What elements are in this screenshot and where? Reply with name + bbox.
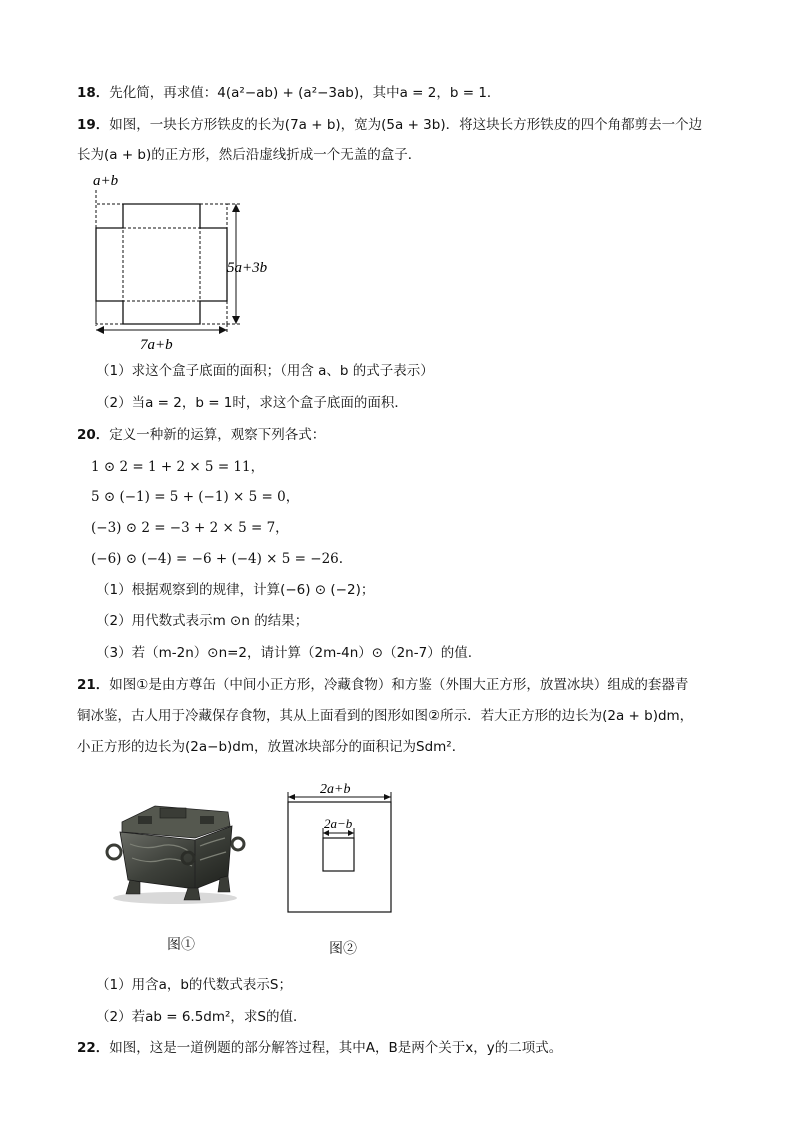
fold-lines [123,228,200,301]
question-text: 如图，一块长方形铁皮的长为(7a + b)，宽为(5a + 3b)．将这块长方形铁皮的四个角都剪去一个边 [109,117,703,133]
question-text: 定义一种新的运算，观察下列各式： [109,427,326,443]
question-text: 如图①是由方尊缶（中间小正方形，冷藏食物）和方鉴（外围大正方形，放置冰块）组成的套器青 [109,677,689,693]
question-21-sub-2: （2）若ab = 6.5dm²，求S的值． [96,1009,307,1025]
question-20-sub-3: （3）若（m-2n）⊙n=2，请计算（2m-4n）⊙（2n-7）的值. [96,645,472,661]
outer-side-label: 2a+b [320,782,351,797]
question-19-line-1 [77,115,702,135]
top-view-square-diagram [282,778,397,918]
question-20-sub-1: （1）根据观察到的规律，计算(−6) ⊙ (−2)； [96,582,375,598]
inner-square [323,838,354,871]
question-number: 22． [77,1040,110,1056]
example-equation-2: 5 ⊙ (−1) = 5 + (−1) × 5 = 0， [91,489,300,505]
question-text: 如图，这是一道例题的部分解答过程，其中A，B是两个关于x，y的二项式。 [109,1040,563,1056]
inner-side-label: 2a−b [324,816,353,831]
question-number: 19． [77,117,110,133]
example-equation-4: (−6) ⊙ (−4) = −6 + (−4) × 5 = −26. [91,551,344,567]
example-equation-1: 1 ⊙ 2 = 1 + 2 × 5 = 11， [91,459,265,475]
question-19-sub-1: （1）求这个盒子底面的面积；（用含 a、b 的式子表示） [96,363,434,379]
question-21-line-2: 铜冰鉴，古人用于冷藏保存食物，其从上面看到的图形如图②所示．若大正方形的边长为(2a + b)dm， [77,708,694,724]
question-22 [77,1038,562,1058]
question-text: 先化简，再求值：4(a²−ab) + (a²−3ab)，其中a = 2，b = 1． [109,85,501,101]
box-net-diagram [88,168,288,353]
question-18 [77,83,500,103]
height-label: 5a+3b [227,260,268,276]
question-number: 21． [77,677,110,693]
question-20 [77,425,325,445]
figure-1-caption: 图① [167,938,195,953]
question-21-sub-1: （1）用含a，b的代数式表示S； [96,977,293,993]
width-label: 7a+b [140,337,173,353]
bronze-ice-box-photo [100,794,250,906]
figure-2-caption: 图② [329,942,357,957]
question-number: 20． [77,427,110,443]
question-19-sub-2: （2）当a = 2，b = 1时，求这个盒子底面的面积． [96,395,408,411]
question-20-sub-2: （2）用代数式表示m ⊙n 的结果； [96,613,309,629]
question-21-line-1 [77,675,688,695]
question-21-line-3: 小正方形的边长为(2a−b)dm，放置冰块部分的面积记为Sdm²． [77,739,466,755]
question-19-line-2: 长为(a + b)的正方形，然后沿虚线折成一个无盖的盒子． [77,147,422,163]
example-equation-3: (−3) ⊙ 2 = −3 + 2 × 5 = 7， [91,520,289,536]
net-outline [96,204,227,324]
corner-side-label: a+b [93,173,119,189]
question-number: 18． [77,85,110,101]
